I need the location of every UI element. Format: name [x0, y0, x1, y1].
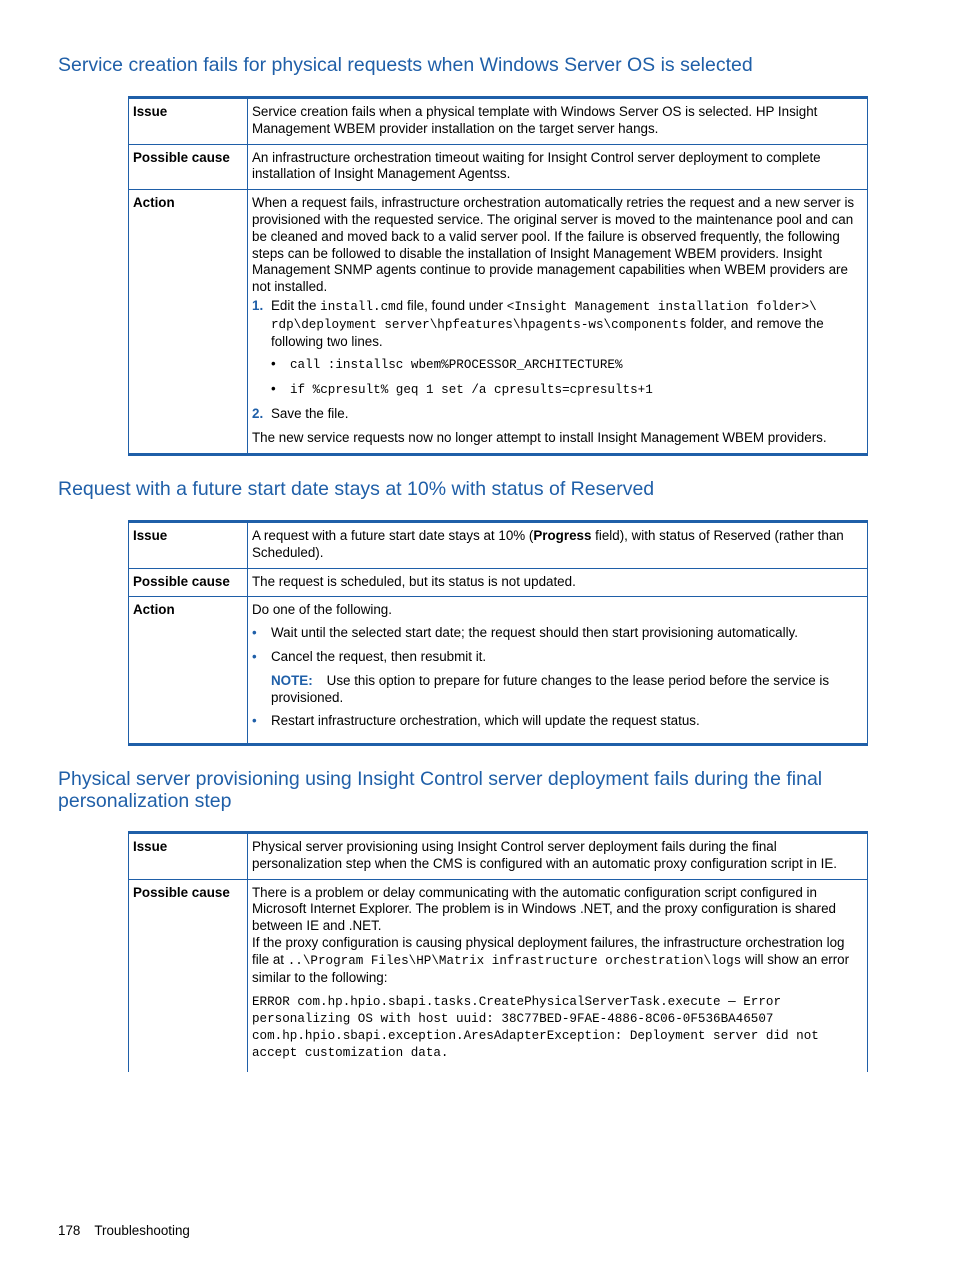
issue-text: Service creation fails when a physical template with Windows Server OS is selected. HP Insight Management WBEM provider installation on the target server hangs. — [248, 98, 868, 145]
action-cell — [248, 597, 868, 745]
action-intro: When a request fails, infrastructure orchestration automatically retries the request and a new server is provisioned with the requested service. The original server is moved to the maintenance pool and can be cleaned and moved back to a valid server pool. If the failure is observed frequently, the following steps can be followed to disable the installation of Insight Management WBEM providers. Insight Management SNMP agents continue to provide management capabilities when WBEM providers are not installed. — [252, 195, 855, 295]
step-1-text-a: Edit the — [271, 297, 321, 313]
note — [271, 673, 862, 707]
bullet-icon: • — [271, 381, 276, 397]
step-2-text: Save the file. — [271, 405, 349, 421]
table-row — [129, 833, 868, 880]
folder-path: <Insight Management installation folder>\ rdp\deployment server\hpfeatures\hpagents-ws\components — [271, 299, 817, 332]
cause-text-b: will show an error similar to the following: — [252, 951, 850, 985]
action-label: Action — [129, 190, 248, 454]
code-line-2: if %cpresult% geq 1 set /a cpresults=cpresults+1 — [290, 383, 653, 398]
step-1-text-c: folder, and remove the following two lines. — [271, 315, 824, 349]
step-2 — [252, 406, 862, 423]
page-number: 178 — [58, 1223, 81, 1238]
list-item — [271, 381, 862, 399]
chapter-name: Troubleshooting — [94, 1223, 190, 1238]
issue-text: Physical server provisioning using Insight Control server deployment fails during the final personalization step when the CMS is configured with an automatic proxy configuration script in IE. — [248, 833, 868, 880]
log-path: ..\Program Files\HP\Matrix infrastructure orchestration\logs — [287, 953, 742, 968]
note-text: Use this option to prepare for future changes to the lease period before the service is provisioned. — [271, 672, 830, 705]
cause-text: The request is scheduled, but its status is not updated. — [248, 568, 868, 597]
list-item — [271, 356, 862, 374]
issue-label: Issue — [129, 98, 248, 145]
table-row — [129, 98, 868, 145]
personalization-step-table — [128, 831, 868, 1072]
section-heading-future-start-date: Request with a future start date stays at 10% with status of Reserved — [58, 478, 655, 500]
issue-text-a: A request with a future start date stays at 10% ( — [252, 528, 534, 543]
section-heading-windows-server: Service creation fails for physical requests when Windows Server OS is selected — [58, 54, 753, 76]
code-line-1: call :installsc wbem%PROCESSOR_ARCHITECTURE% — [290, 358, 623, 373]
cause-paragraph-2 — [252, 935, 862, 986]
issue-label: Issue — [129, 522, 248, 569]
list-item — [252, 625, 862, 642]
step-1 — [252, 298, 862, 399]
section-heading-personalization-step: Physical server provisioning using Insight Control server deployment fails during the final personalization step — [58, 768, 823, 812]
error-code-block: ERROR com.hp.hpio.sbapi.tasks.CreatePhysicalServerTask.execute — Error personalizing OS with host uuid: 38C77BED-9FAE-4886-8C06-0F536BA46507 com.hp.hpio.sbapi.exception.AresAdapterException: Deployment server did not accept customization data. — [252, 995, 819, 1061]
list-item — [252, 713, 862, 730]
table-row — [129, 190, 868, 454]
bullet-icon: • — [252, 648, 257, 664]
issue-text-b: field), with status of Reserved (rather than Scheduled). — [252, 528, 844, 560]
table-row — [129, 144, 868, 190]
file-name: install.cmd — [320, 299, 404, 314]
step-number: 2. — [252, 405, 264, 421]
issue-label: Issue — [129, 833, 248, 880]
table-row — [129, 522, 868, 569]
future-start-date-table — [128, 520, 868, 746]
action-options-continued — [252, 713, 862, 730]
bullet-icon: • — [252, 625, 257, 641]
action-options — [252, 625, 862, 666]
cause-text: An infrastructure orchestration timeout waiting for Insight Control server deployment to complete installation of Insight Management Agentss. — [248, 144, 868, 190]
progress-field-name: Progress — [533, 528, 592, 543]
issue-text — [248, 522, 868, 569]
cause-paragraph-1: There is a problem or delay communicating with the automatic configuration script configured in Microsoft Internet Explorer. The problem is in Windows .NET, and the proxy configuration is shared between IE and .NET. — [252, 884, 837, 934]
cause-cell — [248, 879, 868, 1072]
action-intro: Do one of the following. — [252, 602, 392, 618]
action-result: The new service requests now no longer attempt to install Insight Management WBEM providers. — [252, 429, 827, 445]
action-steps — [252, 298, 862, 423]
list-item — [252, 649, 862, 666]
page-footer — [58, 1223, 204, 1240]
action-cell — [248, 190, 868, 454]
cause-label: Possible cause — [129, 879, 248, 1072]
lines-list — [271, 356, 862, 399]
cause-label: Possible cause — [129, 568, 248, 597]
option-wait: Wait until the selected start date; the request should then start provisioning automatically. — [271, 625, 798, 641]
bullet-icon: • — [271, 356, 276, 372]
windows-server-issue-table — [128, 96, 868, 456]
step-1-text-b: file, found under — [403, 297, 507, 313]
table-row — [129, 597, 868, 745]
bullet-icon: • — [252, 713, 257, 729]
option-cancel: Cancel the request, then resubmit it. — [271, 648, 487, 664]
step-number: 1. — [252, 297, 264, 313]
note-label: NOTE: — [271, 672, 313, 688]
action-label: Action — [129, 597, 248, 745]
table-row — [129, 568, 868, 597]
cause-text-a: If the proxy configuration is causing physical deployment failures, the infrastructure orchestration log file at — [252, 934, 845, 967]
table-row — [129, 879, 868, 1072]
cause-label: Possible cause — [129, 144, 248, 190]
option-restart: Restart infrastructure orchestration, which will update the request status. — [271, 713, 700, 729]
